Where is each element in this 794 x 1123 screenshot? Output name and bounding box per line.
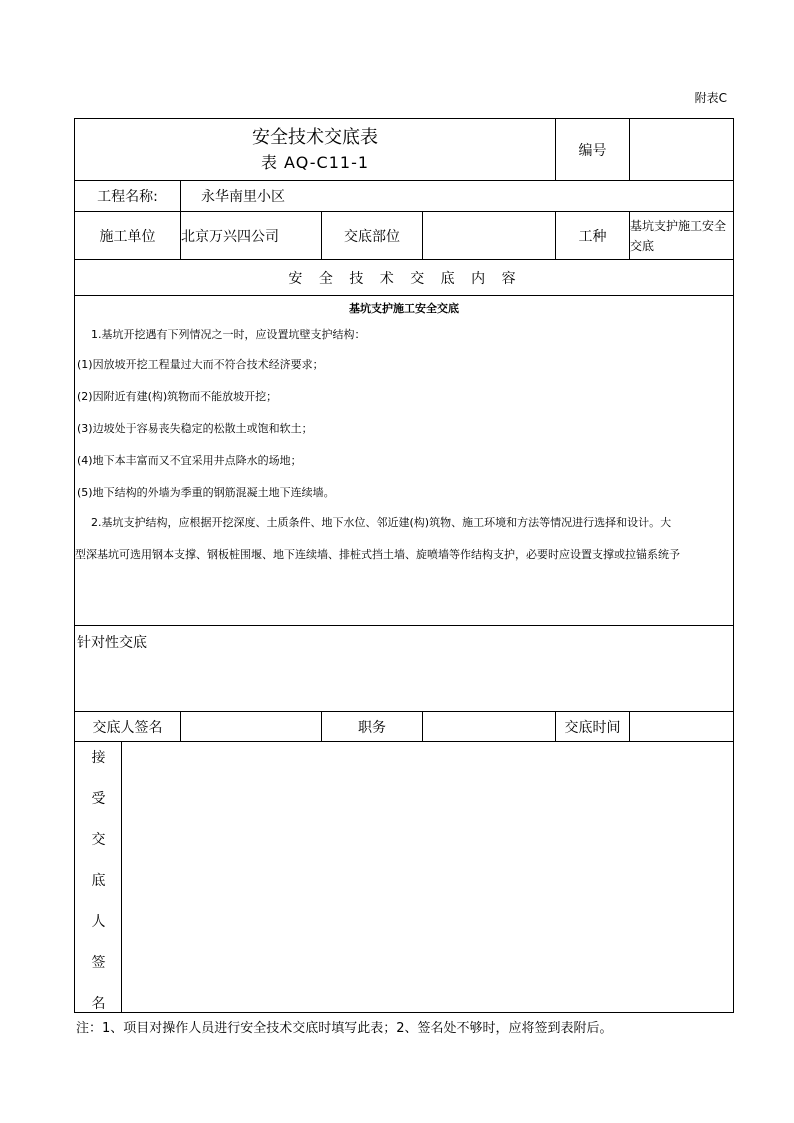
receiver-label-column [75,742,122,1012]
targeted-label: 针对性交底 [77,635,147,651]
footnote: 注：1、项目对操作人员进行安全技术交底时填写此表；2、签名处不够时，应将签到表附后。 [76,1021,613,1036]
targeted-row [75,626,733,712]
signer-label: 交底人签名 [75,712,181,741]
project-row [75,181,733,212]
signer-value[interactable] [181,712,322,741]
receiver-label-char: 人 [91,914,106,930]
unit-row [75,212,733,260]
safety-disclosure-form [74,118,734,1013]
content-line: (5)地下结构的外墙为季重的钢筋混凝土地下连续墙。 [77,486,335,499]
form-title: 安全技术交底表 [252,126,378,148]
content-title: 基坑支护施工安全交底 [349,302,459,315]
appendix-label: 附表C [694,91,727,105]
content-line: 1.基坑开挖遇有下列情况之一时，应设置坑壁支护结构： [91,328,366,341]
number-label: 编号 [556,119,630,180]
trade-label: 工种 [556,212,630,259]
header-row [75,119,733,181]
number-field[interactable] [630,119,735,180]
receiver-label-char: 交 [91,832,106,848]
signature-row [75,712,733,742]
receiver-row [75,742,733,1012]
content-line: 2.基坑支护结构，应根据开挖深度、土质条件、地下水位、邻近建(构)筑物、施工环境和方法等情况进行选择和设计。大 [91,516,672,529]
receiver-label-char: 底 [91,873,106,889]
content-body [75,296,733,626]
position-value[interactable] [423,712,556,741]
content-line: (1)因放坡开挖工程量过大而不符合技术经济要求； [77,358,324,371]
content-header-row [75,260,733,296]
content-line: (3)边坡处于容易丧失稳定的松散土或饱和软土； [77,422,313,435]
content-line: (2)因附近有建(构)筑物而不能放坡开挖； [77,390,278,403]
form-subtitle: 表 AQ-C11-1 [260,152,370,172]
receiver-signature-area[interactable] [122,742,733,1012]
part-label: 交底部位 [322,212,423,259]
content-line: 型深基坑可选用钢本支撑、钢板桩围堰、地下连续墙、排桩式挡土墙、旋喷墙等作结构支护，必要时应设置支撑或拉锚系统予 [75,548,680,561]
position-label: 职务 [322,712,423,741]
time-label: 交底时间 [556,712,630,741]
time-value[interactable] [630,712,735,741]
unit-value[interactable]: 北京万兴四公司 [181,212,322,259]
receiver-label-char: 接 [91,750,106,766]
receiver-label-char: 名 [91,996,106,1012]
receiver-label-char: 受 [91,791,106,807]
unit-label: 施工单位 [75,212,181,259]
part-value[interactable] [423,212,556,259]
content-text [75,296,733,625]
receiver-label-char: 签 [91,955,106,971]
project-value[interactable]: 永华南里小区 [201,189,285,205]
content-header: 安 全 技 术 交 底 内 容 [288,270,522,287]
project-label: 工程名称: [75,181,181,211]
content-line: (4)地下本丰富而又不宜采用井点降水的场地； [77,454,302,467]
trade-value[interactable]: 基坑支护施工安全交底 [630,218,727,253]
title-cell [75,119,556,180]
